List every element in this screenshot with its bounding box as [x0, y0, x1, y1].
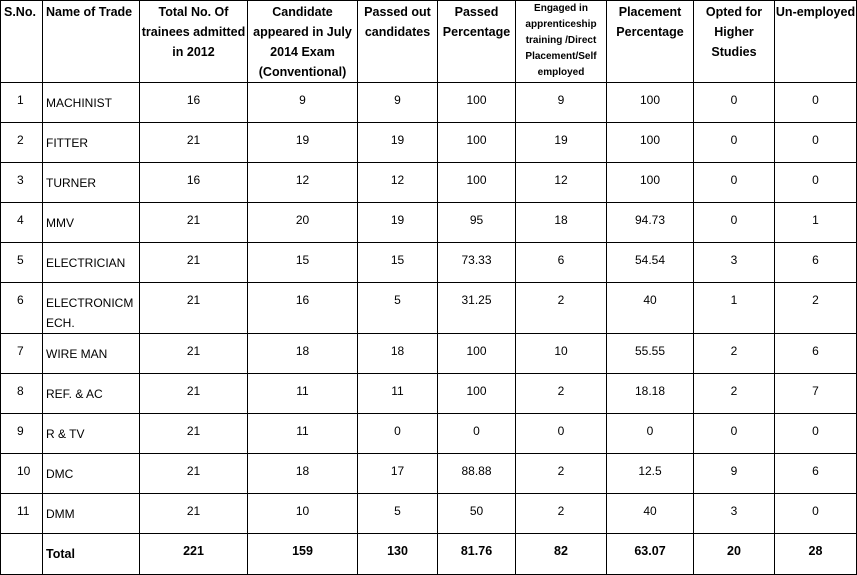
passed-percentage-cell: 100 — [438, 83, 516, 123]
passed-percentage-cell: 100 — [438, 374, 516, 414]
placement-percentage-cell: 55.55 — [607, 334, 694, 374]
header-admitted: Total No. Of trainees admitted in 2012 — [140, 1, 248, 83]
appeared-cell: 15 — [248, 243, 358, 283]
trade-name: DMM — [43, 494, 140, 534]
table-row — [1, 163, 857, 203]
table-row — [1, 414, 857, 454]
passed-out-cell: 5 — [358, 494, 438, 534]
unemployed-cell: 1 — [775, 203, 857, 243]
total-passed-out: 130 — [358, 534, 438, 575]
admitted-cell: 21 — [140, 414, 248, 454]
placement-percentage-cell: 40 — [607, 283, 694, 334]
sno-cell: 7 — [1, 334, 43, 374]
unemployed-cell: 7 — [775, 374, 857, 414]
appeared-cell: 18 — [248, 334, 358, 374]
placement-percentage-cell: 18.18 — [607, 374, 694, 414]
trade-name: REF. & AC — [43, 374, 140, 414]
passed-out-cell: 0 — [358, 414, 438, 454]
table-row — [1, 454, 857, 494]
sno-cell: 6 — [1, 283, 43, 334]
header-appeared: Candidate appeared in July 2014 Exam (Conventional) — [248, 1, 358, 83]
admitted-cell: 21 — [140, 243, 248, 283]
passed-out-cell: 5 — [358, 283, 438, 334]
higher-studies-cell: 1 — [694, 283, 775, 334]
engaged-cell: 2 — [516, 454, 607, 494]
total-sno-cell — [1, 534, 43, 575]
header-placement-percentage: Placement Percentage — [607, 1, 694, 83]
sno-cell: 3 — [1, 163, 43, 203]
placement-percentage-cell: 12.5 — [607, 454, 694, 494]
passed-out-cell: 19 — [358, 203, 438, 243]
table-row — [1, 374, 857, 414]
passed-out-cell: 11 — [358, 374, 438, 414]
sno-cell: 1 — [1, 83, 43, 123]
passed-percentage-cell: 0 — [438, 414, 516, 454]
sno-cell: 8 — [1, 374, 43, 414]
table-row — [1, 334, 857, 374]
higher-studies-cell: 2 — [694, 334, 775, 374]
admitted-cell: 21 — [140, 494, 248, 534]
appeared-cell: 11 — [248, 414, 358, 454]
admitted-cell: 21 — [140, 374, 248, 414]
passed-out-cell: 15 — [358, 243, 438, 283]
engaged-cell: 9 — [516, 83, 607, 123]
header-trade: Name of Trade — [43, 1, 140, 83]
total-row — [1, 534, 857, 575]
header-higher-studies: Opted for Higher Studies — [694, 1, 775, 83]
passed-out-cell: 19 — [358, 123, 438, 163]
total-label: Total — [43, 534, 140, 575]
unemployed-cell: 0 — [775, 494, 857, 534]
passed-out-cell: 12 — [358, 163, 438, 203]
appeared-cell: 12 — [248, 163, 358, 203]
trade-name: ELECTRICIAN — [43, 243, 140, 283]
table-row — [1, 283, 857, 334]
passed-percentage-cell: 100 — [438, 163, 516, 203]
higher-studies-cell: 0 — [694, 203, 775, 243]
engaged-cell: 12 — [516, 163, 607, 203]
engaged-cell: 6 — [516, 243, 607, 283]
engaged-cell: 2 — [516, 283, 607, 334]
trade-name: ELECTRONICMECH. — [43, 283, 140, 334]
total-appeared: 159 — [248, 534, 358, 575]
trade-name: DMC — [43, 454, 140, 494]
trade-name: MACHINIST — [43, 83, 140, 123]
header-engaged: Engaged in apprenticeship training /Direct Placement/Self employed — [516, 1, 607, 83]
table-row — [1, 83, 857, 123]
passed-percentage-cell: 31.25 — [438, 283, 516, 334]
table-row — [1, 243, 857, 283]
higher-studies-cell: 0 — [694, 123, 775, 163]
table-row — [1, 203, 857, 243]
placement-percentage-cell: 94.73 — [607, 203, 694, 243]
total-engaged: 82 — [516, 534, 607, 575]
unemployed-cell: 0 — [775, 414, 857, 454]
passed-percentage-cell: 95 — [438, 203, 516, 243]
trade-name: FITTER — [43, 123, 140, 163]
higher-studies-cell: 2 — [694, 374, 775, 414]
engaged-cell: 10 — [516, 334, 607, 374]
engaged-cell: 2 — [516, 494, 607, 534]
passed-out-cell: 9 — [358, 83, 438, 123]
unemployed-cell: 0 — [775, 83, 857, 123]
trade-name: TURNER — [43, 163, 140, 203]
appeared-cell: 16 — [248, 283, 358, 334]
higher-studies-cell: 3 — [694, 494, 775, 534]
passed-percentage-cell: 100 — [438, 123, 516, 163]
total-unemployed: 28 — [775, 534, 857, 575]
placement-percentage-cell: 100 — [607, 123, 694, 163]
placement-percentage-cell: 0 — [607, 414, 694, 454]
passed-percentage-cell: 88.88 — [438, 454, 516, 494]
placement-percentage-cell: 40 — [607, 494, 694, 534]
appeared-cell: 18 — [248, 454, 358, 494]
passed-percentage-cell: 50 — [438, 494, 516, 534]
header-sno: S.No. — [1, 1, 43, 83]
unemployed-cell: 0 — [775, 163, 857, 203]
admitted-cell: 21 — [140, 283, 248, 334]
engaged-cell: 19 — [516, 123, 607, 163]
admitted-cell: 21 — [140, 203, 248, 243]
passed-percentage-cell: 73.33 — [438, 243, 516, 283]
total-placement-percentage: 63.07 — [607, 534, 694, 575]
table-row — [1, 494, 857, 534]
header-passed-percentage: Passed Percentage — [438, 1, 516, 83]
passed-percentage-cell: 100 — [438, 334, 516, 374]
appeared-cell: 19 — [248, 123, 358, 163]
unemployed-cell: 6 — [775, 334, 857, 374]
unemployed-cell: 6 — [775, 454, 857, 494]
higher-studies-cell: 0 — [694, 163, 775, 203]
admitted-cell: 16 — [140, 163, 248, 203]
placement-percentage-cell: 100 — [607, 163, 694, 203]
unemployed-cell: 2 — [775, 283, 857, 334]
sno-cell: 10 — [1, 454, 43, 494]
total-passed-percentage: 81.76 — [438, 534, 516, 575]
header-passed-out: Passed out candidates — [358, 1, 438, 83]
engaged-cell: 0 — [516, 414, 607, 454]
engaged-cell: 2 — [516, 374, 607, 414]
appeared-cell: 10 — [248, 494, 358, 534]
engaged-cell: 18 — [516, 203, 607, 243]
higher-studies-cell: 0 — [694, 83, 775, 123]
higher-studies-cell: 3 — [694, 243, 775, 283]
header-row — [1, 1, 857, 83]
admitted-cell: 21 — [140, 454, 248, 494]
unemployed-cell: 0 — [775, 123, 857, 163]
admitted-cell: 21 — [140, 123, 248, 163]
sno-cell: 4 — [1, 203, 43, 243]
passed-out-cell: 18 — [358, 334, 438, 374]
total-higher-studies: 20 — [694, 534, 775, 575]
sno-cell: 11 — [1, 494, 43, 534]
unemployed-cell: 6 — [775, 243, 857, 283]
placement-percentage-cell: 100 — [607, 83, 694, 123]
trade-name: MMV — [43, 203, 140, 243]
total-admitted: 221 — [140, 534, 248, 575]
higher-studies-cell: 9 — [694, 454, 775, 494]
sno-cell: 5 — [1, 243, 43, 283]
placement-percentage-cell: 54.54 — [607, 243, 694, 283]
appeared-cell: 11 — [248, 374, 358, 414]
admitted-cell: 21 — [140, 334, 248, 374]
trade-name: R & TV — [43, 414, 140, 454]
sno-cell: 2 — [1, 123, 43, 163]
admitted-cell: 16 — [140, 83, 248, 123]
higher-studies-cell: 0 — [694, 414, 775, 454]
appeared-cell: 9 — [248, 83, 358, 123]
header-unemployed: Un-employed — [775, 1, 857, 83]
table-row — [1, 123, 857, 163]
passed-out-cell: 17 — [358, 454, 438, 494]
appeared-cell: 20 — [248, 203, 358, 243]
trade-name: WIRE MAN — [43, 334, 140, 374]
sno-cell: 9 — [1, 414, 43, 454]
